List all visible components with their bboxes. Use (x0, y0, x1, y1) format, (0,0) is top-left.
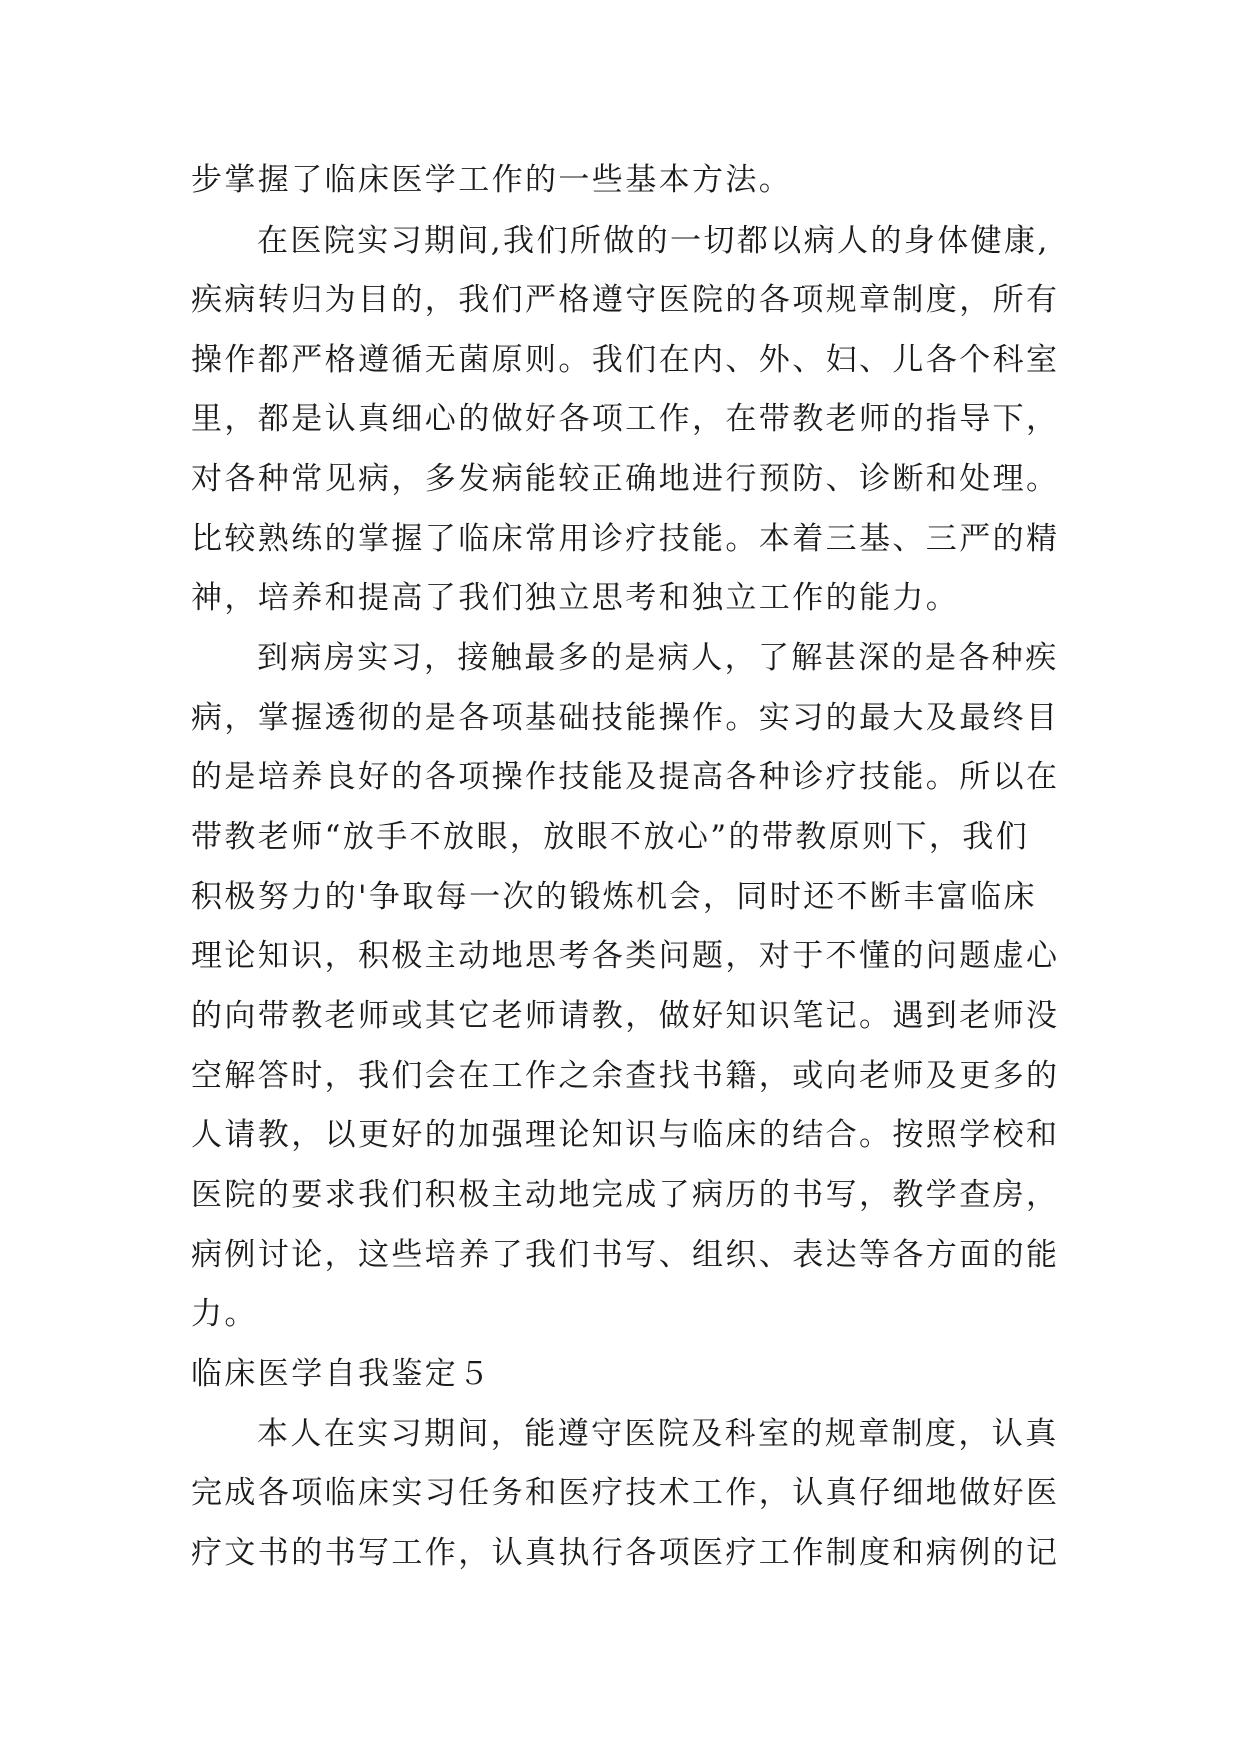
text-line: 力。 (191, 1296, 258, 1332)
paragraph-first-line: 本人在实习期间，能遵守医院及科室的规章制度，认真 (257, 1416, 1059, 1452)
text-line: 神，培养和提高了我们独立思考和独立工作的能力。 (191, 580, 960, 616)
text-line: 的是培养良好的各项操作技能及提高各种诊疗技能。所以在 (191, 759, 1060, 795)
section-heading: 临床医学自我鉴定５ (191, 1356, 492, 1392)
paragraph-first-line: 在医院实习期间,我们所做的一切都以病人的身体健康, (257, 223, 1050, 259)
text-line: 完成各项临床实习任务和医疗技术工作，认真仔细地做好医 (191, 1475, 1060, 1511)
text-line: 疾病转归为目的，我们严格遵守医院的各项规章制度，所有 (191, 282, 1060, 318)
text-line: 对各种常见病，多发病能较正确地进行预防、诊断和处理。 (191, 461, 1060, 497)
text-line: 操作都严格遵循无菌原则。我们在内、外、妇、儿各个科室 (191, 342, 1060, 378)
text-line: 医院的要求我们积极主动地完成了病历的书写，教学查房， (191, 1177, 1060, 1213)
text-line: 的向带教老师或其它老师请教，做好知识笔记。遇到老师没 (191, 998, 1060, 1034)
text-line: 步掌握了临床医学工作的一些基本方法。 (191, 162, 793, 198)
text-line: 空解答时，我们会在工作之余查找书籍，或向老师及更多的 (191, 1058, 1060, 1094)
text-line: 病例讨论，这些培养了我们书写、组织、表达等各方面的能 (191, 1237, 1060, 1273)
text-line: 里，都是认真细心的做好各项工作，在带教老师的指导下， (191, 401, 1060, 437)
paragraph-first-line: 到病房实习，接触最多的是病人，了解甚深的是各种疾 (257, 640, 1059, 676)
text-line: 病，掌握透彻的是各项基础技能操作。实习的最大及最终目 (191, 700, 1060, 736)
text-line: 理论知识，积极主动地思考各类问题，对于不懂的问题虚心 (191, 938, 1060, 974)
text-line: 疗文书的书写工作，认真执行各项医疗工作制度和病例的记 (191, 1535, 1060, 1571)
text-line: 比较熟练的掌握了临床常用诊疗技能。本着三基、三严的精 (191, 521, 1060, 557)
text-line: 积极努力的'争取每一次的锻炼机会，同时还不断丰富临床 (191, 879, 1037, 915)
text-line: 带教老师“放手不放眼，放眼不放心”的带教原则下，我们 (191, 819, 1030, 855)
text-line: 人请教，以更好的加强理论知识与临床的结合。按照学校和 (191, 1117, 1060, 1153)
